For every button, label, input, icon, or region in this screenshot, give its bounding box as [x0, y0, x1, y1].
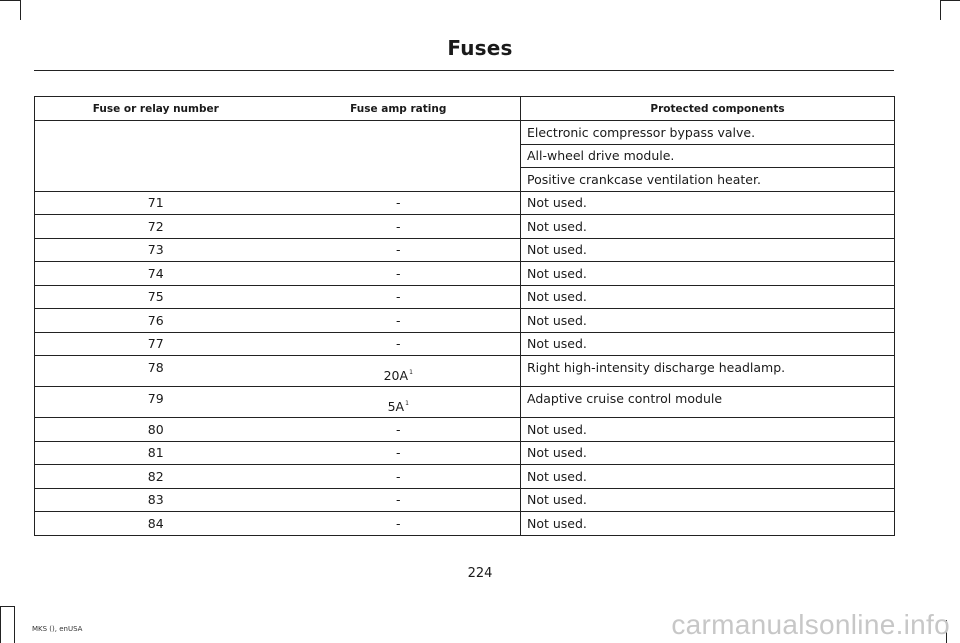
- component-cell: Not used.: [521, 309, 895, 333]
- amp-rating-cell: [277, 332, 521, 356]
- header-protected-components: Protected components: [521, 97, 895, 121]
- continued-row: [35, 121, 895, 145]
- table-row: [35, 465, 895, 489]
- fuse-number-cell: 78: [35, 356, 277, 387]
- table-row: [35, 191, 895, 215]
- component-cell: Electronic compressor bypass valve.: [521, 121, 895, 145]
- crop-mark: [940, 0, 941, 20]
- amp-rating-cell: [277, 512, 521, 536]
- table-header-row: [35, 97, 895, 121]
- component-cell: Not used.: [521, 215, 895, 239]
- crop-mark: [20, 0, 21, 20]
- amp-rating-cell: [277, 418, 521, 442]
- amp-rating-cell: [277, 238, 521, 262]
- fuse-number-cell: 80: [35, 418, 277, 442]
- empty-cell: [35, 121, 277, 192]
- fuse-number-cell: 73: [35, 238, 277, 262]
- amp-rating-value: -: [395, 336, 401, 352]
- title-divider: [34, 70, 894, 71]
- fuse-number-cell: 82: [35, 465, 277, 489]
- component-cell: Not used.: [521, 332, 895, 356]
- amp-rating-cell: [277, 465, 521, 489]
- empty-cell: [277, 121, 521, 192]
- component-cell: Not used.: [521, 238, 895, 262]
- amp-rating-value: 5A: [387, 399, 405, 414]
- fuse-number-cell: 74: [35, 262, 277, 286]
- table-row: [35, 332, 895, 356]
- amp-rating-cell: [277, 191, 521, 215]
- amp-rating-value: 20A: [383, 368, 409, 383]
- fuse-number-cell: 77: [35, 332, 277, 356]
- component-cell: Not used.: [521, 441, 895, 465]
- table-row: [35, 387, 895, 418]
- crop-mark: [14, 606, 15, 643]
- amp-rating-cell: [277, 387, 521, 418]
- component-cell: Not used.: [521, 418, 895, 442]
- table-row: [35, 285, 895, 309]
- amp-rating-cell: [277, 309, 521, 333]
- table-row: [35, 356, 895, 387]
- amp-rating-value: -: [395, 421, 401, 437]
- table-row: [35, 238, 895, 262]
- component-cell: All-wheel drive module.: [521, 144, 895, 168]
- watermark: carmanualsonline.info: [671, 609, 950, 640]
- table-row: [35, 309, 895, 333]
- amp-rating-cell: [277, 215, 521, 239]
- component-cell: Not used.: [521, 512, 895, 536]
- amp-rating-cell: [277, 285, 521, 309]
- component-cell: Not used.: [521, 465, 895, 489]
- amp-rating-value: -: [395, 289, 401, 305]
- fuse-number-cell: 79: [35, 387, 277, 418]
- component-cell: Not used.: [521, 262, 895, 286]
- table-row: [35, 441, 895, 465]
- crop-mark: [0, 606, 14, 607]
- component-cell: Right high-intensity discharge headlamp.: [521, 356, 895, 387]
- fuse-number-cell: 72: [35, 215, 277, 239]
- table-row: [35, 418, 895, 442]
- amp-rating-value: -: [395, 312, 401, 328]
- amp-rating-value: -: [395, 515, 401, 531]
- amp-rating-value: -: [395, 468, 401, 484]
- table-body: [35, 121, 895, 536]
- fuse-number-cell: 81: [35, 441, 277, 465]
- amp-rating-cell: [277, 488, 521, 512]
- table-row: [35, 215, 895, 239]
- crop-mark: [940, 0, 960, 1]
- footer-code: MKS (), enUSA: [32, 625, 83, 633]
- fuse-number-cell: 75: [35, 285, 277, 309]
- amp-rating-value: -: [395, 265, 401, 281]
- fuse-number-cell: 71: [35, 191, 277, 215]
- component-cell: Adaptive cruise control module: [521, 387, 895, 418]
- amp-rating-cell: [277, 356, 521, 387]
- fuse-number-cell: 84: [35, 512, 277, 536]
- amp-rating-cell: [277, 441, 521, 465]
- fuse-number-cell: 76: [35, 309, 277, 333]
- fuse-number-cell: 83: [35, 488, 277, 512]
- header-amp-rating: Fuse amp rating: [277, 97, 521, 121]
- table-row: [35, 512, 895, 536]
- amp-rating-value: -: [395, 218, 401, 234]
- fuse-table: [34, 96, 895, 536]
- crop-mark: [0, 0, 20, 1]
- amp-rating-value: -: [395, 242, 401, 258]
- amp-rating-cell: [277, 262, 521, 286]
- table-row: [35, 488, 895, 512]
- amp-rating-value: -: [395, 492, 401, 508]
- amp-rating-value: -: [395, 445, 401, 461]
- header-fuse-number: Fuse or relay number: [35, 97, 277, 121]
- page-number: 224: [467, 566, 493, 581]
- amp-rating-value: -: [395, 195, 401, 211]
- page-title: Fuses: [447, 36, 513, 60]
- table-row: [35, 262, 895, 286]
- component-cell: Positive crankcase ventilation heater.: [521, 168, 895, 192]
- footnote-marker: 1: [409, 369, 413, 376]
- component-cell: Not used.: [521, 285, 895, 309]
- footnote-marker: 1: [405, 400, 409, 407]
- crop-mark: [0, 606, 1, 643]
- component-cell: Not used.: [521, 488, 895, 512]
- component-cell: Not used.: [521, 191, 895, 215]
